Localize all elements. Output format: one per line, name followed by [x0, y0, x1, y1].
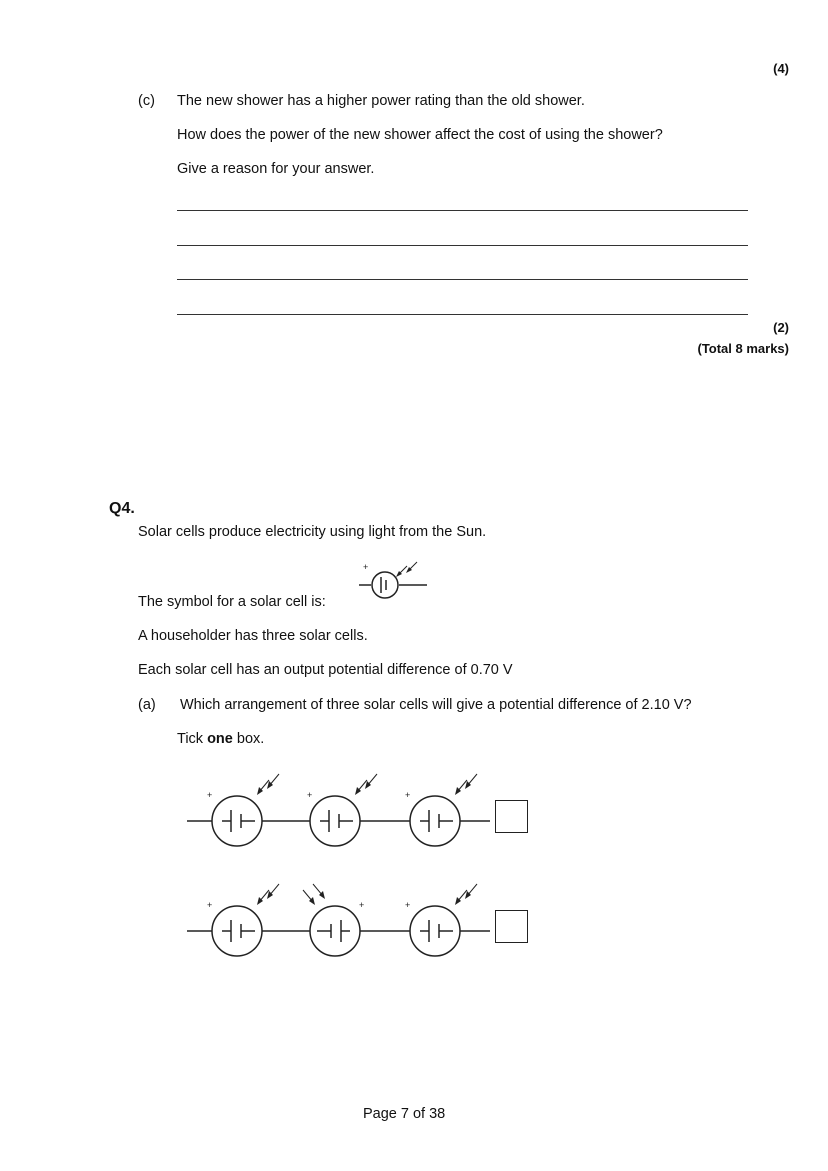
arrangement-2-diagram [185, 880, 495, 960]
solar-cell-1 [207, 774, 279, 846]
svg-text:+: + [307, 790, 313, 800]
answer-line[interactable] [177, 245, 748, 246]
answer-line[interactable] [177, 210, 748, 211]
solar-cell-1 [207, 884, 279, 956]
part-a-label: (a) [138, 697, 156, 713]
solar-cell-symbol [355, 558, 435, 608]
answer-line[interactable] [177, 314, 748, 315]
solar-cell-2-reversed [303, 884, 364, 956]
total-marks: (Total 8 marks) [697, 341, 789, 356]
svg-text:+: + [405, 790, 411, 800]
tick-box-arrangement-1[interactable] [495, 800, 528, 833]
page-number: Page 7 of 38 [363, 1106, 446, 1122]
svg-text:+: + [207, 900, 213, 910]
q4-intro: Solar cells produce electricity using light from the Sun. [138, 524, 487, 540]
answer-line[interactable] [177, 279, 748, 280]
part-a-question: Which arrangement of three solar cells will give a potential difference of 2.10 V? [180, 697, 692, 713]
solar-cell-2 [307, 774, 377, 846]
output-text: Each solar cell has an output potential difference of 0.70 V [138, 662, 513, 678]
svg-text:+: + [405, 900, 411, 910]
question-heading: Q4. [109, 500, 135, 517]
svg-text:+: + [207, 790, 213, 800]
part-c-label: (c) [138, 93, 155, 109]
tick-instruction: Tick one box. [177, 731, 265, 747]
svg-text:+: + [359, 900, 365, 910]
part-c-marks: (2) [773, 320, 789, 335]
marks-previous-part: (4) [773, 61, 789, 76]
arrangement-1-diagram [185, 770, 495, 850]
part-c-instruction: Give a reason for your answer. [177, 161, 375, 177]
part-c-question: How does the power of the new shower affect the cost of using the shower? [177, 127, 663, 143]
part-c-statement: The new shower has a higher power rating than the old shower. [177, 93, 585, 109]
solar-cell-symbol-text: The symbol for a solar cell is: [138, 594, 326, 610]
tick-box-arrangement-2[interactable] [495, 910, 528, 943]
plus-sign: + [363, 562, 369, 572]
householder-text: A householder has three solar cells. [138, 628, 368, 644]
solar-cell-3 [405, 774, 477, 846]
solar-cell-3 [405, 884, 477, 956]
